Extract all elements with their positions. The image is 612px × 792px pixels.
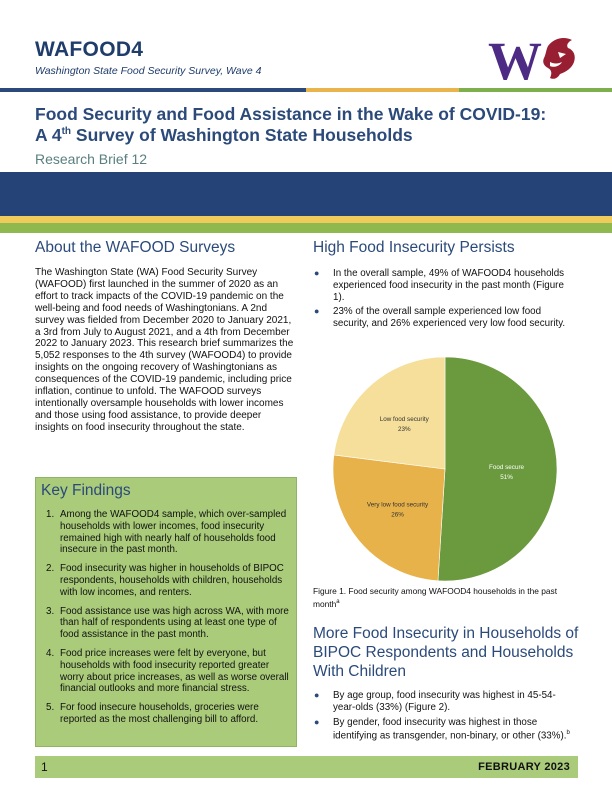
key-findings-heading: Key Findings <box>41 482 131 499</box>
brief-title-line1: Food Security and Food Assistance in the Wake of COVID-19: <box>35 104 547 124</box>
more-food-insecurity-bullets <box>313 690 578 745</box>
figure-caption: Figure 1. Food security among WAFOOD4 households in the past month$^a$ <box>313 586 558 609</box>
food-security-pie-chart <box>332 356 558 582</box>
bullet-icon: ● <box>314 690 320 700</box>
about-paragraph: The Washington State (WA) Food Security Survey (WAFOOD) first launched in the summer of 2020 as an effort to track impacts of the COVID-19 pandemic on the well-being and food needs of Washingtonians. A 2nd survey was fielded from December 2020 to January 2021, a 3rd from July to August 2021, and a 4th from December 2022 to January 2023. This research brief summarizes the 5,052 responses to the 4th survey (WAFOOD4) to provide insights on the ongoing recovery of Washingtonians as consequences of the COVID-19 pandemic, including price inflation, continue to unfold. The WAFOOD surveys intentionally oversample households with lower incomes and those using food assistance, to provide deeper insights on food insecurity throughout the state. <box>35 267 294 433</box>
banner-green-stripe <box>0 223 612 233</box>
key-finding-item: 3. Food assistance use was high across WA, with more than half of respondents using at least one type of food assistance in the past month. <box>46 605 289 641</box>
pie-slice-value: 51% <box>500 473 513 481</box>
high-food-insecurity-heading: High Food Insecurity Persists <box>313 239 515 256</box>
university-logo-icon <box>488 32 578 84</box>
high-food-insecurity-bullets <box>313 268 578 333</box>
key-findings-box <box>35 477 297 747</box>
publication-date: FEBRUARY 2023 <box>478 761 570 773</box>
bullet-icon: ● <box>314 306 320 317</box>
list-item: ● In the overall sample, 49% of WAFOOD4 households experienced food insecurity in the past month (Figure 1). <box>314 268 565 303</box>
page-footer <box>35 756 578 778</box>
key-findings-list <box>46 509 291 733</box>
list-item: ● By age group, food insecurity was highest in 45-54-year-olds (33%) (Figure 2). <box>314 690 556 713</box>
more-food-insecurity-heading: More Food Insecurity in Households of BIPOC Respondents and Households With Children <box>313 625 579 680</box>
survey-title: WAFOOD4 <box>35 38 144 61</box>
header-rule <box>0 88 612 92</box>
pie-slice <box>334 357 445 469</box>
banner-yellow-stripe <box>0 216 612 223</box>
cougar-head-icon <box>543 38 575 79</box>
title-banner <box>0 172 612 216</box>
key-finding-item: 5. For food insecure households, groceries were reported as the most challenging bill to afford. <box>46 702 259 725</box>
pie-slice <box>333 455 445 581</box>
pie-slice-value: 23% <box>397 425 411 433</box>
pie-slice-label: Low food security <box>379 415 429 423</box>
list-item: ● 23% of the overall sample experienced low food security, and 26% experienced very low food security. <box>314 306 566 330</box>
logo-w-letter: W <box>488 32 542 84</box>
pie-slice-label: Food secure <box>489 463 525 471</box>
brief-title-line2: A 4th Survey of Washington State Households <box>35 125 413 145</box>
brief-title <box>35 104 595 146</box>
research-brief-number: Research Brief 12 <box>35 151 148 167</box>
page-number: 1 <box>41 760 48 774</box>
key-finding-item: 2. Food insecurity was higher in households of BIPOC respondents, households with children, households with low incomes, and renters. <box>46 563 284 598</box>
key-finding-item: 4. Food price increases were felt by everyone, but households with food insecurity reported greater worry about price increases, as well as worse overall financial outlooks and more financial stress. <box>46 647 289 695</box>
page-header <box>0 0 612 92</box>
pie-slice-label: Very low food security <box>366 501 429 509</box>
list-item: ● By gender, food insecurity was highest in those identifying as transgender, non-binary, or other (33%).$^b$ <box>314 716 570 742</box>
pie-slice-value: 26% <box>391 511 404 519</box>
about-heading: About the WAFOOD Surveys <box>35 239 236 256</box>
bullet-icon: ● <box>314 268 320 278</box>
key-finding-item: 1. Among the WAFOOD4 sample, which over-sampled households with lower incomes, food insecurity remained high with nearly half of households food insecure in the past month. <box>46 509 287 556</box>
survey-subtitle: Washington State Food Security Survey, Wave 4 <box>35 65 262 77</box>
bullet-icon: ● <box>314 716 320 727</box>
